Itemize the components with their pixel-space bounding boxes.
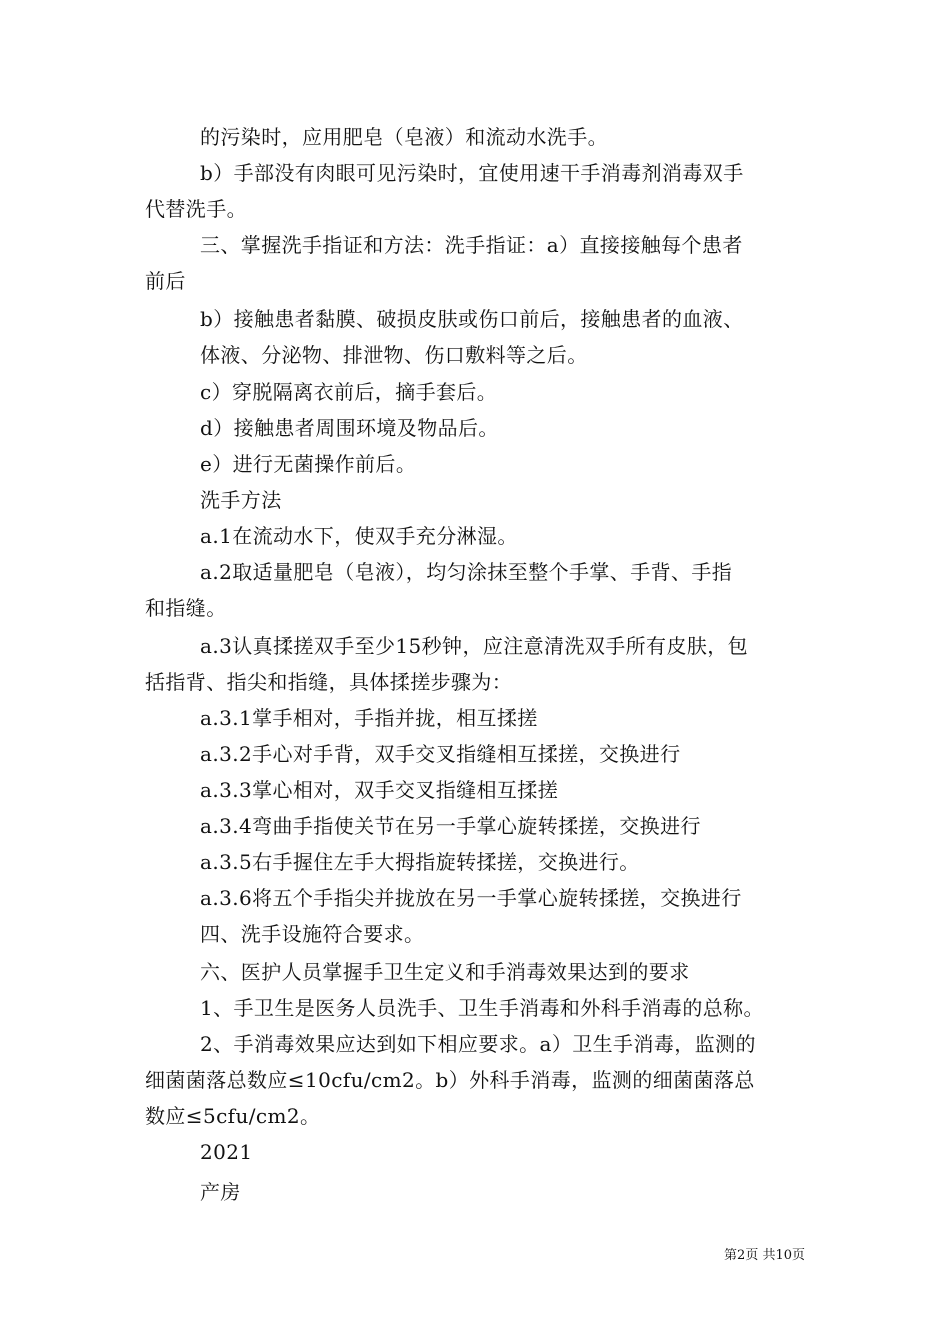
section-heading: 四、洗手设施符合要求。 xyxy=(200,922,425,946)
paragraph-line: 数应≤5cfu/cm2。 xyxy=(145,1104,321,1128)
list-item: a.3.6将五个手指尖并拢放在另一手掌心旋转揉搓，交换进行 xyxy=(200,886,742,910)
list-item: a.3.2手心对手背，双手交叉指缝相互揉搓，交换进行 xyxy=(200,742,681,766)
paragraph-line: 的污染时，应用肥皂（皂液）和流动水洗手。 xyxy=(200,125,608,149)
department-label: 产房 xyxy=(200,1180,241,1204)
paragraph-line: 前后 xyxy=(145,269,186,293)
page-number-footer: 第2页 共10页 xyxy=(724,1248,805,1263)
list-item: a.2取适量肥皂（皂液），均匀涂抹至整个手掌、手背、手指 xyxy=(200,560,733,584)
list-item: a.3.5右手握住左手大拇指旋转揉搓，交换进行。 xyxy=(200,850,640,874)
list-item: a.3.4弯曲手指使关节在另一手掌心旋转揉搓，交换进行 xyxy=(200,814,701,838)
paragraph-line: 2、手消毒效果应达到如下相应要求。a）卫生手消毒，监测的 xyxy=(200,1032,756,1056)
paragraph-line: b）手部没有肉眼可见污染时，宜使用速干手消毒剂消毒双手 xyxy=(200,161,744,185)
list-item: d）接触患者周围环境及物品后。 xyxy=(200,416,499,440)
year-label: 2021 xyxy=(200,1140,253,1164)
paragraph-line: 1、手卫生是医务人员洗手、卫生手消毒和外科手消毒的总称。 xyxy=(200,996,764,1020)
paragraph-line: 体液、分泌物、排泄物、伤口敷料等之后。 xyxy=(200,343,588,367)
paragraph-line: 括指背、指尖和指缝，具体揉搓步骤为： xyxy=(145,670,513,694)
paragraph-line: 和指缝。 xyxy=(145,596,227,620)
list-item: e）进行无菌操作前后。 xyxy=(200,452,417,476)
list-item: c）穿脱隔离衣前后，摘手套后。 xyxy=(200,380,498,404)
list-item: a.3.1掌手相对，手指并拢，相互揉搓 xyxy=(200,706,538,730)
list-item: a.3.3掌心相对，双手交叉指缝相互揉搓 xyxy=(200,778,559,802)
paragraph-line: 细菌菌落总数应≤10cfu/cm2。b）外科手消毒，监测的细菌菌落总 xyxy=(145,1068,755,1092)
subsection-heading: 洗手方法 xyxy=(200,488,282,512)
list-item: b）接触患者黏膜、破损皮肤或伤口前后，接触患者的血液、 xyxy=(200,307,744,331)
list-item: a.1在流动水下，使双手充分淋湿。 xyxy=(200,524,518,548)
list-item: a.3认真揉搓双手至少15秒钟，应注意清洗双手所有皮肤，包 xyxy=(200,634,749,658)
section-heading: 三、掌握洗手指证和方法：洗手指证：a）直接接触每个患者 xyxy=(200,233,743,257)
section-heading: 六、医护人员掌握手卫生定义和手消毒效果达到的要求 xyxy=(200,960,690,984)
paragraph-line: 代替洗手。 xyxy=(145,197,247,221)
